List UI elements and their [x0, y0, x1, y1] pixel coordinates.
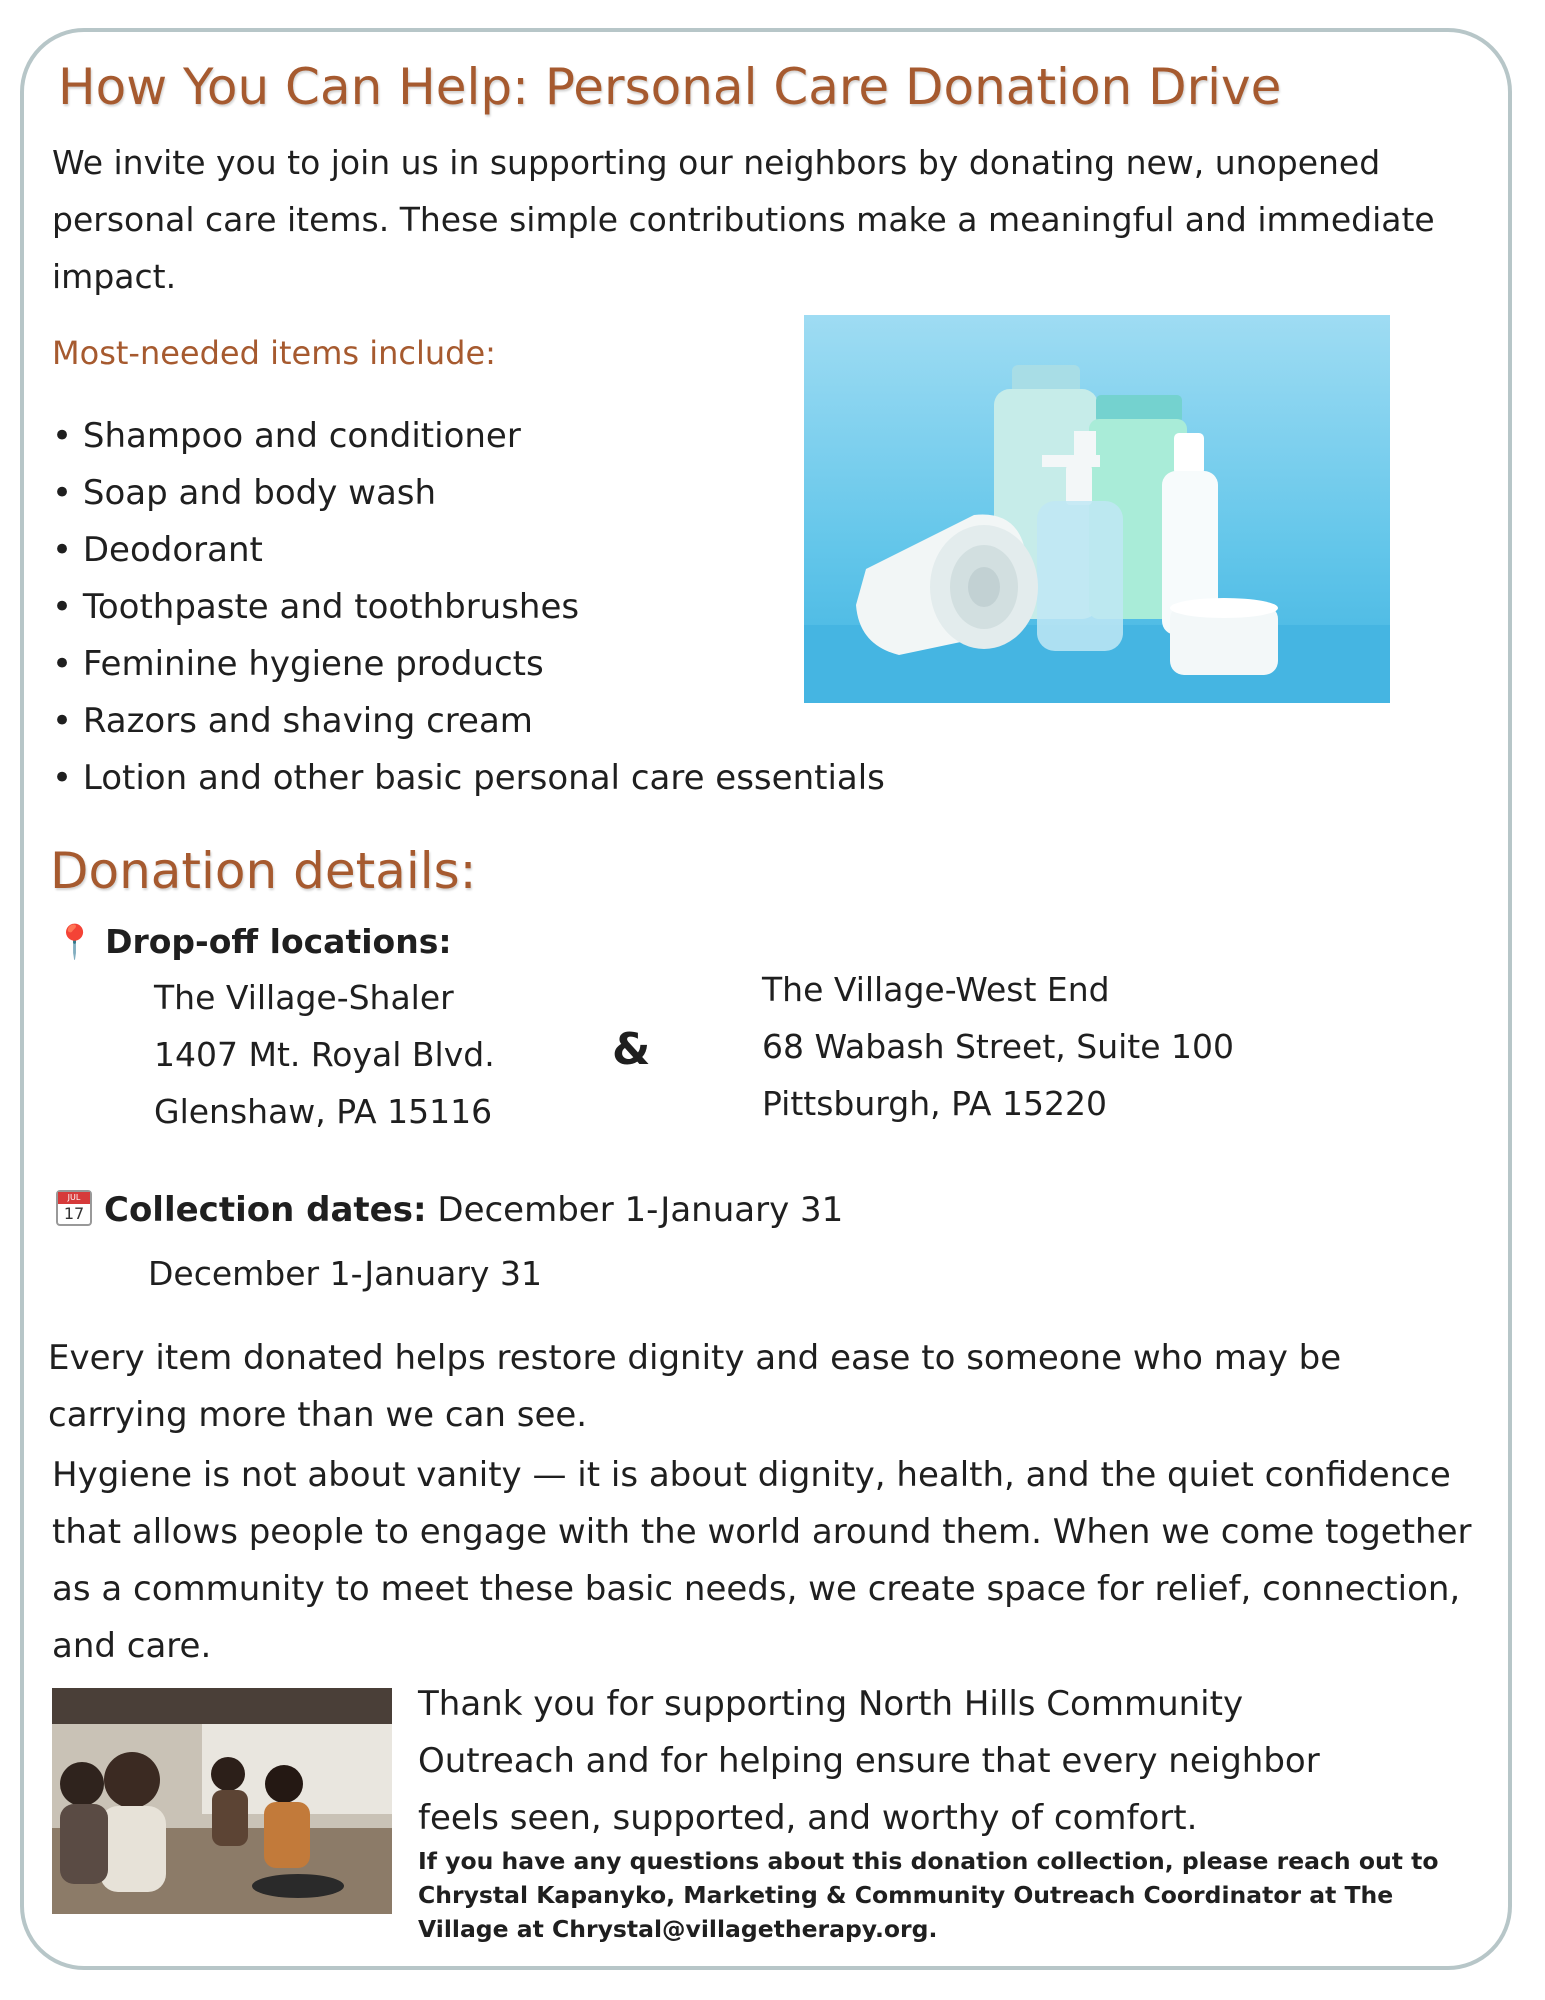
intro-paragraph: We invite you to join us in supporting our neighbors by donating new, unopened personal care items. These simple contributions make a meaningful and immediate impact. [52, 143, 1435, 296]
list-item: • Deodorant [52, 530, 263, 570]
list-item: • Soap and body wash [52, 473, 437, 513]
collection-dates-value: December 1-January 31 [437, 1190, 844, 1230]
collection-dates-repeat: December 1-January 31 [148, 1254, 542, 1293]
dropoff-label [54, 922, 452, 962]
location-name: The Village-Shaler [154, 978, 454, 1017]
ampersand: & [612, 1024, 651, 1075]
calendar-icon: JUL 17 [56, 1190, 92, 1226]
toiletries-photo [804, 315, 1390, 703]
collection-dates [56, 1190, 843, 1230]
list-item: • Toothpaste and toothbrushes [52, 587, 580, 627]
community-illustration [52, 1688, 392, 1914]
location-west-end [762, 961, 1234, 1132]
location-street: 1407 Mt. Royal Blvd. [154, 1035, 495, 1074]
location-city: Glenshaw, PA 15116 [154, 1092, 493, 1131]
pin-icon: 📍 [54, 922, 96, 961]
location-name: The Village-West End [762, 970, 1110, 1009]
location-shaler [154, 969, 495, 1140]
hygiene-paragraph: Hygiene is not about vanity — it is about dignity, health, and the quiet confidence that allows people to engage with the world around them. When we come together as a community to meet these basic needs, we create space for relief, connection, and care. [52, 1455, 1472, 1666]
toiletries-illustration [804, 315, 1390, 703]
dropoff-label-text: Drop-off locations: [105, 922, 452, 961]
list-item: • Feminine hygiene products [52, 644, 544, 684]
items-list [52, 408, 885, 807]
thank-you-paragraph: Thank you for supporting North Hills Community Outreach and for helping ensure that every neighbor feels seen, supported, and worthy of comfort. [418, 1684, 1320, 1838]
location-street: 68 Wabash Street, Suite 100 [762, 1027, 1234, 1066]
most-needed-heading: Most-needed items include: [52, 334, 496, 372]
location-city: Pittsburgh, PA 15220 [762, 1084, 1107, 1123]
community-photo [52, 1688, 392, 1914]
dignity-paragraph: Every item donated helps restore dignity and ease to someone who may be carrying more than we can see. [48, 1338, 1342, 1435]
collection-dates-label: Collection dates: [104, 1190, 427, 1230]
list-item: • Razors and shaving cream [52, 701, 533, 741]
list-item: • Shampoo and conditioner [52, 416, 521, 456]
donation-details-heading: Donation details: [50, 842, 477, 900]
page-title: How You Can Help: Personal Care Donation Drive [58, 58, 1282, 116]
contact-paragraph: If you have any questions about this donation collection, please reach out to Chrystal Kapanyko, Marketing & Community Outreach Coordinator at The Village at Chrystal@villagetherapy.org. [418, 1847, 1439, 1943]
list-item: • Lotion and other basic personal care essentials [52, 758, 885, 798]
